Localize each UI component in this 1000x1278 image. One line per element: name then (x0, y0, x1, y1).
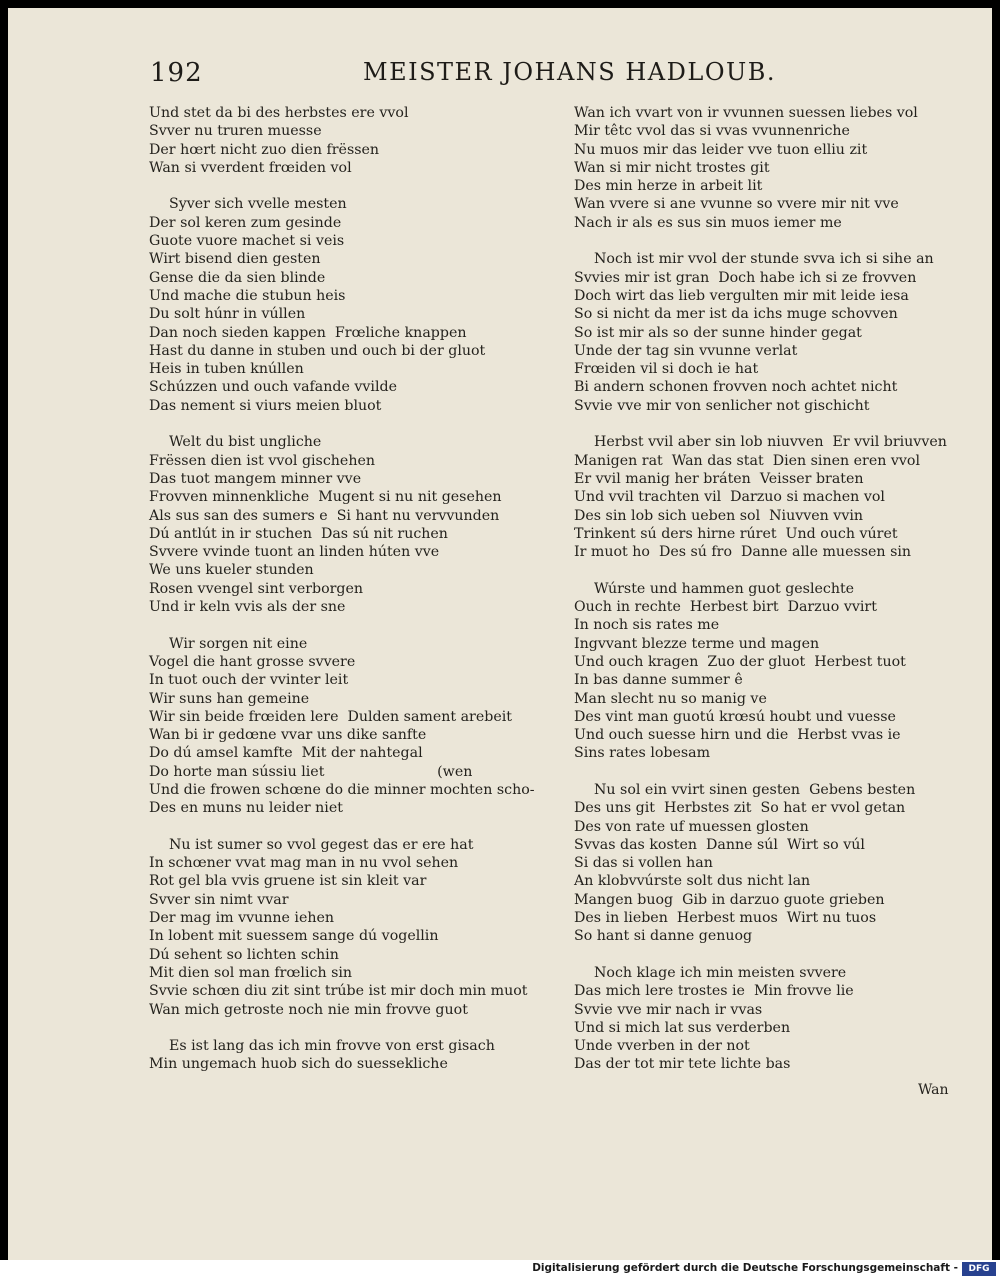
verse-line: Svvie vve mir nach ir vvas (574, 1001, 763, 1018)
verse-line: Rot gel bla vvis gruene ist sin kleit var (149, 873, 427, 890)
verse-line: Und stet da bi des herbstes ere vvol (149, 105, 409, 121)
verse-line: In lobent mit suessem sange dú vogellin (149, 928, 439, 945)
verse-line: In noch sis rates me (574, 617, 720, 634)
right-stanza (574, 580, 974, 763)
verse-line: Und ouch suesse hirn und die Herbst vvas ie (574, 727, 901, 744)
dfg-logo: DFG (962, 1262, 996, 1276)
page-number: 192 (150, 58, 203, 88)
verse-line: Dú antlút in ir stuchen Das sú nit ruchen (149, 525, 448, 542)
verse-line: Und vvil trachten vil Darzuo si machen vol (574, 489, 885, 506)
verse-line: Ouch in rechte Herbest birt Darzuo vvirt (574, 599, 877, 616)
verse-line: An klobvvúrste solt dus nicht lan (574, 873, 811, 890)
left-stanza (149, 1037, 569, 1074)
right-stanza (574, 250, 974, 415)
verse-line: Des sin lob sich ueben sol Niuvven vvin (574, 507, 864, 524)
verse-line: Nu sol ein vvirt sinen gesten Gebens besten (594, 781, 916, 798)
verse-line: So hant si danne genuog (574, 928, 753, 945)
verse-line: In bas danne summer ê (574, 672, 743, 689)
verse-line: Herbst vvil aber sin lob niuvven Er vvil briuvven (594, 434, 947, 451)
verse-line: Frëssen dien ist vvol gischehen (149, 452, 375, 469)
verse-line: Manigen rat Wan das stat Dien sinen eren vvol (574, 452, 920, 469)
verse-line: Noch klage ich min meisten svvere (594, 964, 847, 981)
verse-line: Der sol keren zum gesinde (149, 214, 342, 231)
verse-line: Schúzzen und ouch vafande vvilde (149, 379, 397, 396)
left-stanza (149, 104, 569, 177)
verse-line: Do dú amsel kamfte Mit der nahtegal (149, 745, 423, 762)
verse-line: Wan si mir nicht trostes git (574, 159, 770, 176)
verse-line: In schœner vvat mag man in nu vvol sehen (149, 855, 459, 872)
verse-line: Doch wirt das lieb vergulten mir mit leide iesa (574, 287, 909, 304)
right-column (574, 104, 974, 1092)
running-head (8, 58, 992, 98)
verse-line: Wir suns han gemeine (149, 690, 310, 707)
verse-line: Das mich lere trostes ie Min frovve lie (574, 983, 854, 1000)
right-stanza (574, 104, 974, 232)
verse-line: Rosen vvengel sint verborgen (149, 580, 364, 597)
verse-line: Und mache die stubun heis (149, 287, 346, 304)
verse-line: Und ir keln vvis als der sne (149, 599, 346, 616)
verse-line: Das der tot mir tete lichte bas (574, 1056, 791, 1073)
verse-line: Wan mich getroste noch nie min frovve guot (149, 1001, 468, 1018)
verse-line: Guote vuore machet si veis (149, 233, 345, 250)
verse-line: Des von rate uf muessen glosten (574, 818, 809, 835)
verse-line: Wir sorgen nit eine (169, 635, 308, 652)
verse-line: Nu muos mir das leider vve tuon elliu zit (574, 141, 868, 158)
verse-line: Nu ist sumer so vvol gegest das er ere hat (169, 836, 474, 853)
verse-line: Und si mich lat sus verderben (574, 1019, 791, 1036)
verse-line: Hast du danne in stuben und ouch bi der gluot (149, 342, 486, 359)
verse-line: Mangen buog Gib in darzuo guote grieben (574, 891, 885, 908)
verse-line: Des uns git Herbstes zit So hat er vvol getan (574, 800, 906, 817)
verse-line: Sins rates lobesam (574, 745, 711, 762)
left-stanza (149, 433, 569, 616)
verse-line: Das tuot mangem minner vve (149, 470, 362, 487)
verse-line: Wan si vverdent frœiden vol (149, 159, 352, 176)
verse-line: Ir muot ho Des sú fro Danne alle muessen sin (574, 544, 912, 561)
right-stanza (574, 433, 974, 561)
verse-line: Des in lieben Herbest muos Wirt nu tuos (574, 910, 877, 927)
verse-line: Svvie schœn diu zit sint trúbe ist mir doch min muot (149, 983, 528, 1000)
verse-line: Vogel die hant grosse svvere (149, 653, 356, 670)
left-column (149, 104, 569, 1092)
verse-line: Man slecht nu so manig ve (574, 690, 767, 707)
verse-line: Des vint man guotú krœsú houbt und vuesse (574, 708, 896, 725)
verse-line: Als sus san des sumers e Si hant nu vervvunden (149, 507, 500, 524)
verse-line: Welt du bist ungliche (169, 434, 322, 451)
right-stanza (574, 781, 974, 946)
verse-line: Bi andern schonen frovven noch achtet nicht (574, 379, 898, 396)
verse-line: Gense die da sien blinde (149, 269, 326, 286)
catchword: Wan (918, 1082, 949, 1098)
left-stanza (149, 635, 569, 818)
verse-line: Des en muns nu leider niet (149, 800, 343, 817)
verse-line: Wúrste und hammen guot geslechte (594, 580, 855, 597)
verse-line: Svvie vve mir von senlicher not gischicht (574, 397, 870, 414)
verse-line: Frœiden vil si doch ie hat (574, 361, 759, 378)
verse-line: So si nicht da mer ist da ichs muge schovven (574, 306, 898, 323)
verse-line: Si das si vollen han (574, 855, 713, 872)
verse-line: Nach ir als es sus sin muos iemer me (574, 214, 842, 231)
verse-line: Do horte man sússiu liet (wen (149, 763, 473, 780)
running-title: MEISTER JOHANS HADLOUB. (363, 58, 776, 86)
verse-line: Ingvvant blezze terme und magen (574, 635, 820, 652)
verse-line: Svvies mir ist gran Doch habe ich si ze frovven (574, 269, 917, 286)
left-stanza (149, 836, 569, 1019)
verse-line: Svver nu truren muesse (149, 123, 322, 140)
verse-line: Und ouch kragen Zuo der gluot Herbest tuot (574, 653, 906, 670)
verse-line: Wan vvere si ane vvunne so vvere mir nit vve (574, 196, 899, 213)
verse-line: Svvas das kosten Danne súl Wirt so vúl (574, 836, 865, 853)
verse-line: Min ungemach huob sich do suessekliche (149, 1056, 448, 1073)
verse-line: Er vvil manig her bráten Veisser braten (574, 470, 864, 487)
verse-line: Unde der tag sin vvunne verlat (574, 342, 798, 359)
verse-line: Es ist lang das ich min frovve von erst gisach (169, 1038, 495, 1055)
verse-line: Das nement si viurs meien bluot (149, 397, 382, 414)
verse-line: Dan noch sieden kappen Frœliche knappen (149, 324, 467, 341)
verse-line: Mir têtc vvol das si vvas vvunnenriche (574, 123, 850, 140)
verse-line: Wirt bisend dien gesten (149, 251, 321, 268)
verse-line: Mit dien sol man frœlich sin (149, 964, 353, 981)
verse-line: Heis in tuben knúllen (149, 361, 304, 378)
verse-line: Frovven minnenkliche Mugent si nu nit gesehen (149, 489, 502, 506)
verse-line: Und die frowen schœne do die minner mochten scho- (149, 781, 535, 798)
verse-line: We uns kueler stunden (149, 562, 314, 579)
verse-line: Wan bi ir gedœne vvar uns dike sanfte (149, 727, 427, 744)
verse-line: Unde vverben in der not (574, 1038, 750, 1055)
verse-line: Der mag im vvunne iehen (149, 910, 335, 927)
verse-line: Der hœrt nicht zuo dien frëssen (149, 141, 380, 158)
verse-line: In tuot ouch der vvinter leit (149, 672, 349, 689)
funding-notice: Digitalisierung gefördert durch die Deutsche Forschungsgemeinschaft - (532, 1262, 958, 1274)
verse-line: Wir sin beide frœiden lere Dulden sament arebeit (149, 708, 512, 725)
verse-line: Syver sich vvelle mesten (169, 196, 347, 213)
verse-line: So ist mir als so der sunne hinder gegat (574, 324, 862, 341)
digitization-footer (0, 1260, 1000, 1278)
book-page (8, 8, 992, 1260)
verse-line: Trinkent sú ders hirne rúret Und ouch vúret (574, 525, 898, 542)
verse-line: Dú sehent so lichten schin (149, 946, 339, 963)
verse-line: Svver sin nimt vvar (149, 891, 289, 908)
verse-line: Noch ist mir vvol der stunde svva ich si sihe an (594, 251, 934, 268)
verse-line: Wan ich vvart von ir vvunnen suessen liebes vol (574, 105, 918, 121)
verse-line: Des min herze in arbeit lit (574, 178, 763, 195)
right-stanza (574, 964, 974, 1074)
verse-line: Du solt húnr in vúllen (149, 306, 306, 323)
left-stanza (149, 195, 569, 415)
verse-line: Svvere vvinde tuont an linden húten vve (149, 544, 440, 561)
